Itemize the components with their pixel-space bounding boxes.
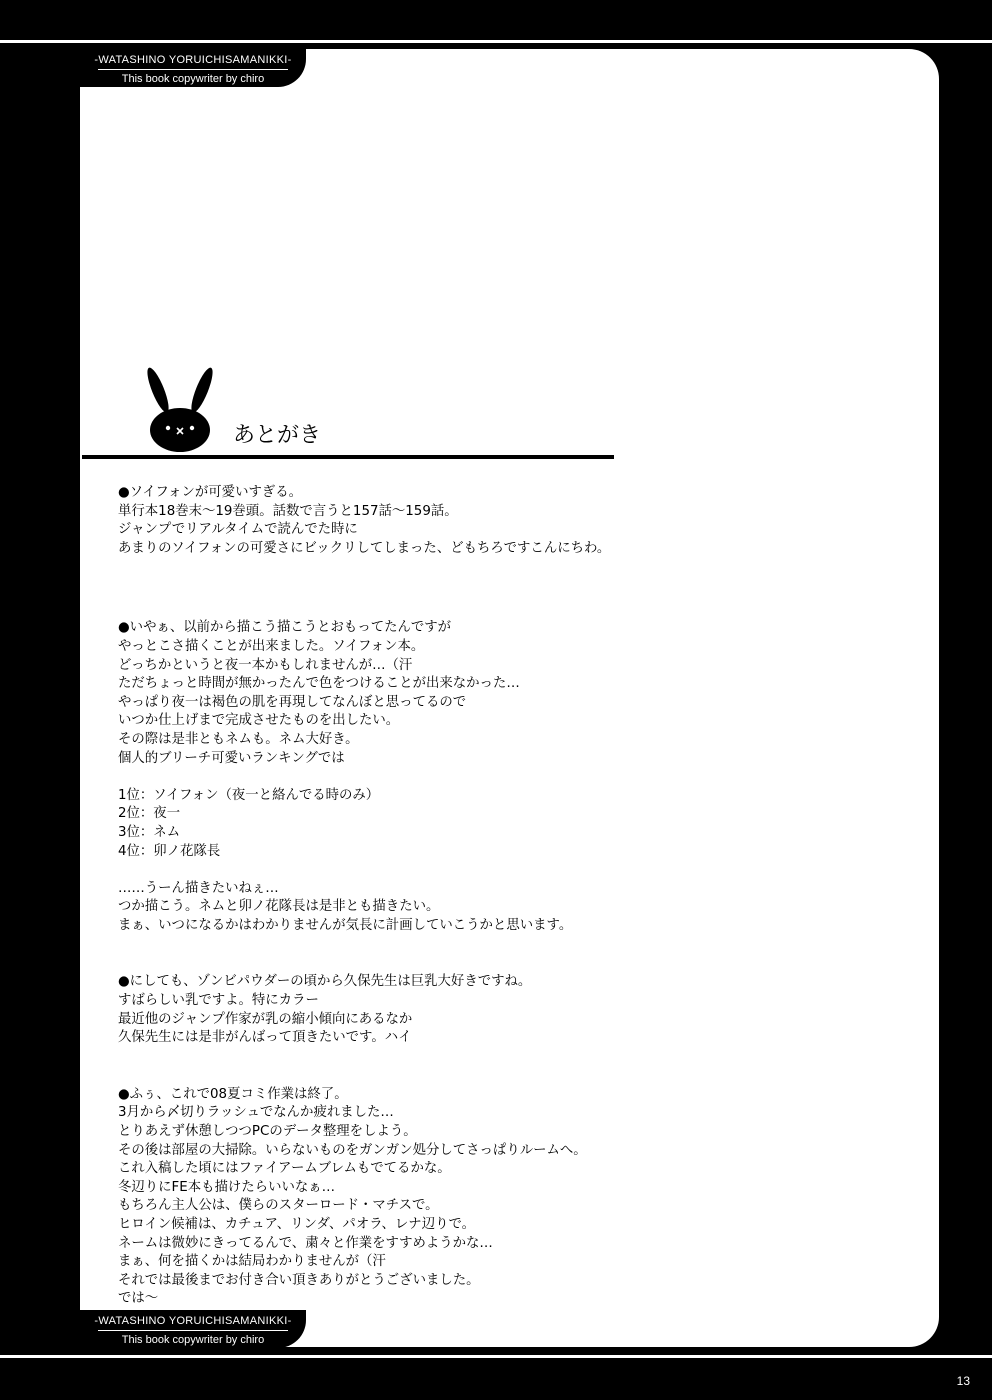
text-line: ……うーん描きたいねぇ… <box>118 880 279 896</box>
text-line: もちろん主人公は、僕らのスターロード・マチスで。 <box>118 1198 439 1214</box>
text-line: 久保先生には是非がんばって頂きたいです。ハイ <box>118 1030 412 1046</box>
text-line: とりあえず休憩しつつPCのデータ整理をしよう。 <box>118 1124 417 1140</box>
paragraph-2 <box>118 619 898 768</box>
paragraph-3 <box>118 880 898 936</box>
text-line: では～ <box>118 1291 159 1307</box>
text-line: どっちかというと夜一本かもしれませんが…（汗 <box>118 657 413 673</box>
bunny-icon <box>140 366 222 456</box>
header-label <box>88 53 298 86</box>
header-divider <box>98 69 288 70</box>
text-line: それでは最後までお付き合い頂きありがとうございました。 <box>118 1272 480 1288</box>
ranking-item: 4位：卯ノ花隊長 <box>118 843 221 859</box>
text-line: ●にしても、ゾンビパウダーの頃から久保先生は巨乳大好きですね。 <box>118 974 532 990</box>
text-line: その際は是非ともネムも。ネム大好き。 <box>118 731 359 747</box>
page-number: 13 <box>956 1374 970 1388</box>
text-line: 個人的ブリーチ可愛いランキングでは <box>118 750 345 766</box>
ranking-item: 3位：ネム <box>118 824 181 840</box>
ranking-item: 1位：ソイフォン（夜一と絡んでる時のみ） <box>118 787 380 803</box>
paragraph-1 <box>118 484 898 558</box>
header-series-title: -WATASHINO YORUICHISAMANIKKI- <box>94 54 292 66</box>
text-line: いつか仕上げまで完成させたものを出したい。 <box>118 713 400 729</box>
footer-divider <box>98 1330 288 1331</box>
text-line: その後は部屋の大掃除。いらないものをガンガン処分してさっぱりルームへ。 <box>118 1142 587 1158</box>
text-line: あまりのソイフォンの可愛さにビックリしてしまった、どもちろですこんにちわ。 <box>118 540 611 556</box>
text-line: ネームは微妙にきってるんで、粛々と作業をすすめようかな… <box>118 1235 493 1251</box>
text-line: やっぱり夜一は褐色の肌を再現してなんぼと思ってるので <box>118 694 467 710</box>
text-line: 3月から〆切りラッシュでなんか疲れました… <box>118 1105 394 1121</box>
text-line: これ入稿した頃にはファイアームブレムもでてるかな。 <box>118 1161 451 1177</box>
top-rule <box>0 40 992 43</box>
text-line: ジャンプでリアルタイムで読んでた時に <box>118 522 358 538</box>
text-line: すばらしい乳ですよ。特にカラー <box>118 993 319 1009</box>
text-line: 冬辺りにFE本も描けたらいいなぁ… <box>118 1179 336 1195</box>
afterword-title: あとがき <box>233 423 322 448</box>
text-line: 単行本18巻末～19巻頭。話数で言うと157話～159話。 <box>118 503 458 519</box>
text-line: つか描こう。ネムと卯ノ花隊長は是非とも描きたい。 <box>118 899 440 915</box>
text-line: ●ふぅ、これで08夏コミ作業は終了。 <box>118 1086 348 1102</box>
text-line: やっとこさ描くことが出来ました。ソイフォン本。 <box>118 638 425 654</box>
paragraph-5 <box>118 1086 898 1309</box>
ranking-list <box>118 787 898 861</box>
paragraph-4 <box>118 973 898 1047</box>
footer-label <box>88 1314 298 1347</box>
text-line: ●いやぁ、以前から描こう描こうとおもってたんですが <box>118 620 452 636</box>
afterword-body <box>118 484 898 1309</box>
bottom-rule <box>0 1355 992 1358</box>
header-copyright: This book copywriter by chiro <box>121 73 265 85</box>
title-underline <box>82 455 614 459</box>
ranking-item: 2位：夜一 <box>118 806 181 822</box>
text-line: 最近他のジャンプ作家が乳の縮小傾向にあるなか <box>118 1011 413 1027</box>
text-line: まぁ、何を描くかは結局わかりませんが（汗 <box>118 1254 386 1270</box>
footer-series-title: -WATASHINO YORUICHISAMANIKKI- <box>94 1315 292 1327</box>
text-line: ●ソイフォンが可愛いすぎる。 <box>118 485 303 500</box>
text-line: ヒロイン候補は、カチュア、リンダ、パオラ、レナ辺りで。 <box>118 1217 475 1232</box>
text-line: ただちょっと時間が無かったんで色をつけることが出来なかった… <box>118 676 520 692</box>
text-line: まぁ、いつになるかはわかりませんが気長に計画していこうかと思います。 <box>118 917 573 933</box>
footer-copyright: This book copywriter by chiro <box>121 1334 265 1346</box>
